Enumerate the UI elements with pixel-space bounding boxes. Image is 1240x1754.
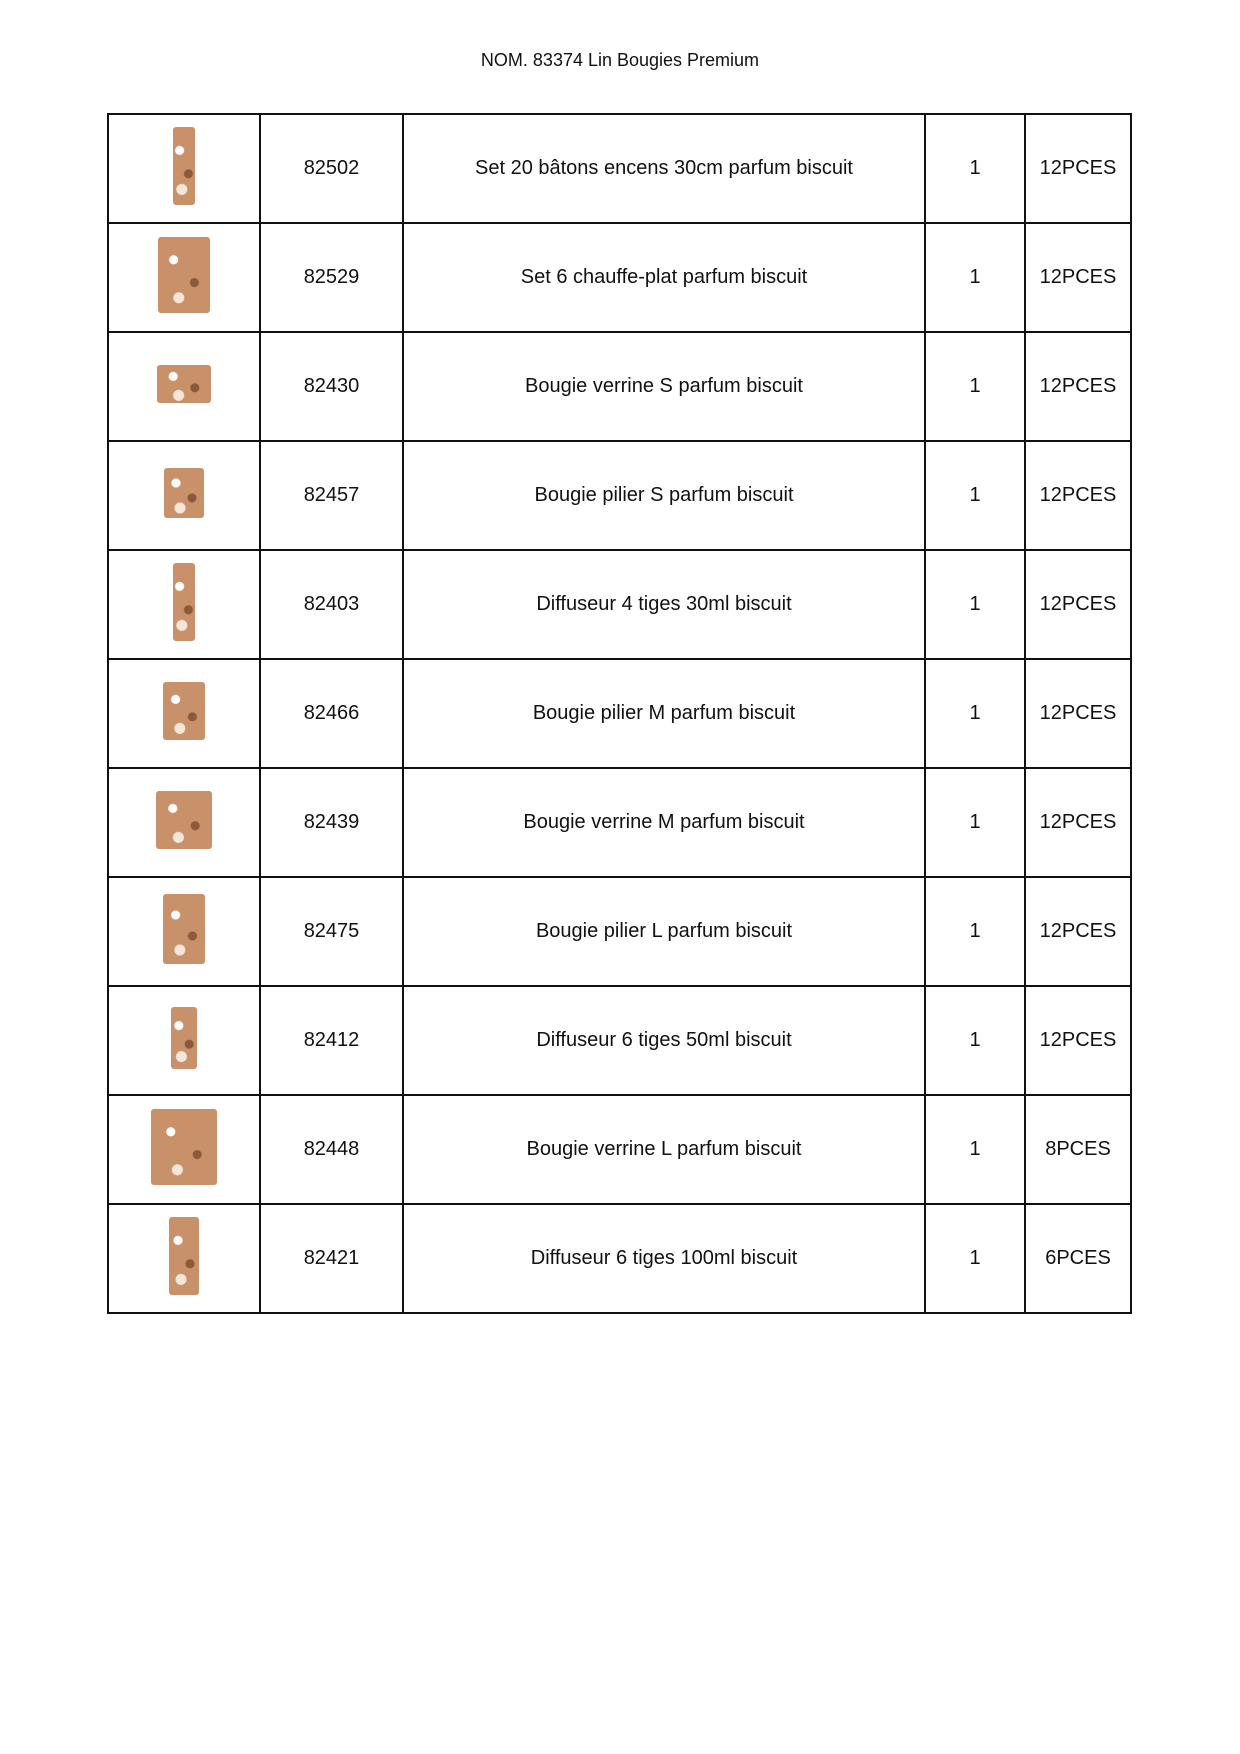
product-quantity: 1 <box>925 223 1025 332</box>
product-table <box>107 113 1132 1314</box>
product-image-cell <box>108 550 260 659</box>
product-code: 82403 <box>260 550 403 659</box>
product-image-cell <box>108 441 260 550</box>
product-code: 82421 <box>260 1204 403 1313</box>
product-code: 82412 <box>260 986 403 1095</box>
product-code: 82439 <box>260 768 403 877</box>
pillar-candle-icon <box>163 894 205 964</box>
table-row <box>108 986 1131 1095</box>
table-row <box>108 1204 1131 1313</box>
diffuser-icon <box>169 1217 199 1295</box>
tealight-box-icon <box>158 237 210 313</box>
product-packaging: 12PCES <box>1025 332 1131 441</box>
product-packaging: 12PCES <box>1025 550 1131 659</box>
product-code: 82475 <box>260 877 403 986</box>
table-row <box>108 1095 1131 1204</box>
product-quantity: 1 <box>925 332 1025 441</box>
product-packaging: 12PCES <box>1025 768 1131 877</box>
product-quantity: 1 <box>925 877 1025 986</box>
product-description: Diffuseur 4 tiges 30ml biscuit <box>403 550 925 659</box>
table-row <box>108 114 1131 223</box>
table-row <box>108 550 1131 659</box>
product-description: Bougie verrine S parfum biscuit <box>403 332 925 441</box>
product-packaging: 12PCES <box>1025 877 1131 986</box>
product-quantity: 1 <box>925 1095 1025 1204</box>
product-code: 82529 <box>260 223 403 332</box>
product-quantity: 1 <box>925 441 1025 550</box>
product-quantity: 1 <box>925 768 1025 877</box>
table-row <box>108 223 1131 332</box>
product-image-cell <box>108 1204 260 1313</box>
product-quantity: 1 <box>925 114 1025 223</box>
product-packaging: 12PCES <box>1025 441 1131 550</box>
product-code: 82430 <box>260 332 403 441</box>
jar-candle-icon <box>157 365 211 403</box>
product-description: Bougie verrine M parfum biscuit <box>403 768 925 877</box>
product-code: 82466 <box>260 659 403 768</box>
product-code: 82502 <box>260 114 403 223</box>
product-description: Bougie pilier S parfum biscuit <box>403 441 925 550</box>
product-image-cell <box>108 332 260 441</box>
table-row <box>108 659 1131 768</box>
product-image-cell <box>108 877 260 986</box>
product-quantity: 1 <box>925 1204 1025 1313</box>
product-packaging: 12PCES <box>1025 114 1131 223</box>
diffuser-icon <box>173 563 195 641</box>
product-image-cell <box>108 659 260 768</box>
table-row <box>108 332 1131 441</box>
product-quantity: 1 <box>925 986 1025 1095</box>
product-image-cell <box>108 1095 260 1204</box>
product-image-cell <box>108 223 260 332</box>
pillar-candle-icon <box>164 468 204 518</box>
product-description: Diffuseur 6 tiges 50ml biscuit <box>403 986 925 1095</box>
product-description: Set 20 bâtons encens 30cm parfum biscuit <box>403 114 925 223</box>
product-description: Set 6 chauffe-plat parfum biscuit <box>403 223 925 332</box>
table-row <box>108 877 1131 986</box>
product-code: 82457 <box>260 441 403 550</box>
product-packaging: 12PCES <box>1025 659 1131 768</box>
diffuser-icon <box>171 1007 197 1069</box>
product-packaging: 6PCES <box>1025 1204 1131 1313</box>
product-packaging: 8PCES <box>1025 1095 1131 1204</box>
product-quantity: 1 <box>925 550 1025 659</box>
product-image-cell <box>108 114 260 223</box>
page-title: NOM. 83374 Lin Bougies Premium <box>480 50 760 70</box>
table-row <box>108 768 1131 877</box>
product-quantity: 1 <box>925 659 1025 768</box>
product-description: Bougie pilier L parfum biscuit <box>403 877 925 986</box>
product-packaging: 12PCES <box>1025 986 1131 1095</box>
product-packaging: 12PCES <box>1025 223 1131 332</box>
product-description: Bougie pilier M parfum biscuit <box>403 659 925 768</box>
jar-candle-icon <box>156 791 212 849</box>
product-code: 82448 <box>260 1095 403 1204</box>
product-description: Diffuseur 6 tiges 100ml biscuit <box>403 1204 925 1313</box>
pillar-candle-icon <box>163 682 205 740</box>
product-image-cell <box>108 986 260 1095</box>
incense-box-icon <box>173 127 195 205</box>
product-image-cell <box>108 768 260 877</box>
product-description: Bougie verrine L parfum biscuit <box>403 1095 925 1204</box>
table-row <box>108 441 1131 550</box>
jar-candle-icon <box>151 1109 217 1185</box>
